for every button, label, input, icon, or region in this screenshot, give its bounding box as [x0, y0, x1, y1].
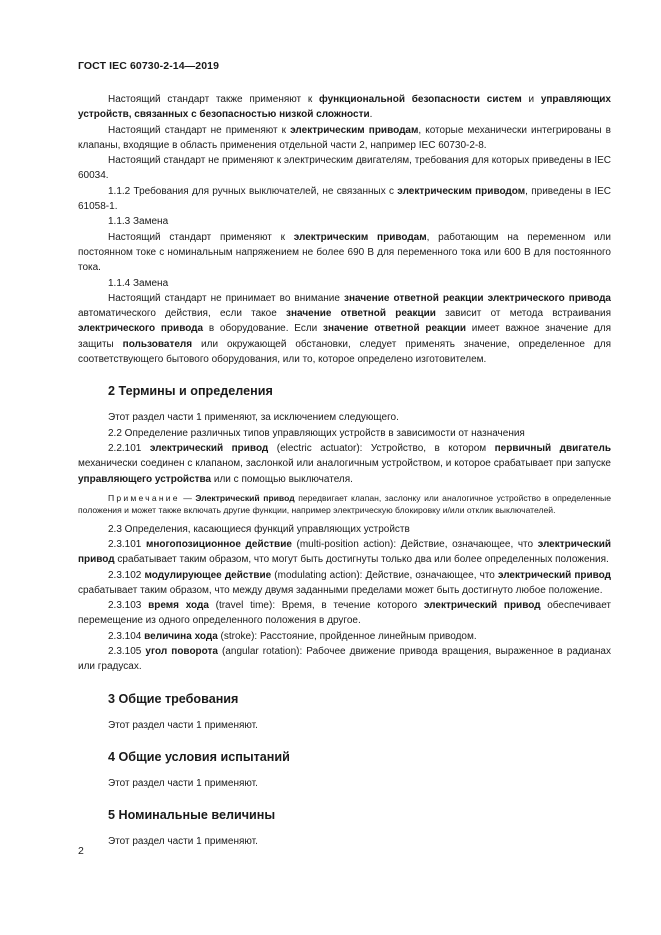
section-3-paragraph: Этот раздел части 1 применяют. — [108, 719, 258, 731]
section-2-heading: 2 Термины и определения — [108, 384, 273, 399]
intro-paragraph-1: Настоящий стандарт также применяют к функциональной безопасности систем и управляющих устройств, связанных с безопасностью низкой сложности. — [78, 94, 611, 121]
section-4-heading: 4 Общие условия испытаний — [108, 749, 290, 764]
page-number: 2 — [78, 845, 84, 857]
intro-paragraph-2: Настоящий стандарт не применяют к электрическим приводам, которые механически интегрированы в клапаны, входящие в область применения отдельной части 2, например IEC 60730-2-8. — [78, 124, 611, 151]
definition-2-2-101: 2.2.101 электрический привод (electric actuator): Устройство, в котором первичный двигатель механически соединен с клапаном, заслонкой или аналогичным устройством, и которое срабатывает при запуске управляющего устройства или с помощью выключателя. — [78, 442, 611, 485]
section-4-paragraph: Этот раздел части 1 применяют. — [108, 777, 258, 789]
intro-paragraph-3: Настоящий стандарт не применяют к электрическим двигателям, требования для которых приведены в IEC 60034. — [78, 155, 611, 182]
clause-1-1-2: 1.1.2 Требования для ручных выключателей, не связанных с электрическим приводом, приведены в IEC 61058-1. — [78, 185, 611, 213]
definition-2-3-103: 2.3.103 время хода (travel time): Время, в течение которого электрический привод обеспечивает перемещение из одного определенного положения в другое. — [78, 600, 611, 627]
definition-2-3-105: 2.3.105 угол поворота (angular rotation): Рабочее движение привода вращения, выраженное в радианах или градусах. — [78, 646, 611, 673]
document-body — [78, 92, 611, 850]
definition-2-3-104: 2.3.104 величина хода (stroke): Расстояние, пройденное линейным приводом. — [108, 630, 477, 642]
intro-paragraph-5: Настоящий стандарт применяют к электрическим приводам, работающим на переменном или постоянном токе с номинальным напряжением не более 690 В для переменного тока или 600 В для постоянного тока. — [78, 231, 611, 274]
note-2-2-101: Примечание — Электрический привод передвигает клапан, заслонку или аналогичное устройство в определенные положения и может также включать другие функции, например электрическую блокировку и/или отклик выключателей. — [78, 492, 611, 516]
clause-1-1-4-heading: 1.1.4 Замена — [108, 277, 169, 289]
section-3-heading: 3 Общие требования — [108, 691, 239, 706]
section-5-paragraph: Этот раздел части 1 применяют. — [108, 836, 258, 848]
definition-2-3-102: 2.3.102 модулирующее действие (modulating action): Действие, означающее, что электрический привод срабатывает таким образом, что между двумя заданными пределами может быть достигнуто любое положение. — [78, 569, 611, 596]
intro-paragraph-6: Настоящий стандарт не принимает во внимание значение ответной реакции электрического привода автоматического действия, если такое значение ответной реакции зависит от метода встраивания электрического привода в оборудование. Если значение ответной реакции имеет важное значение для защиты пользователя или окружающей обстановки, следует применять значение, определенное для соответствующего бытового оборудования, или то, которое определено изготовителем. — [78, 292, 611, 366]
definition-2-3-101: 2.3.101 многопозиционное действие (multi-position action): Действие, означающее, что электрический привод срабатывает таким образом, что могут быть достигнуты только два или более определенных положения. — [78, 538, 611, 566]
document-header: ГОСТ IEC 60730-2-14—2019 — [78, 60, 220, 72]
clause-1-1-3-heading: 1.1.3 Замена — [108, 216, 169, 228]
section-2-paragraph-1: Этот раздел части 1 применяют, за исключением следующего. — [108, 412, 399, 424]
section-2-paragraph-3: 2.3 Определения, касающиеся функций управляющих устройств — [108, 523, 410, 535]
section-5-heading: 5 Номинальные величины — [108, 808, 276, 823]
section-2-paragraph-2: 2.2 Определение различных типов управляющих устройств в зависимости от назначения — [108, 427, 525, 439]
